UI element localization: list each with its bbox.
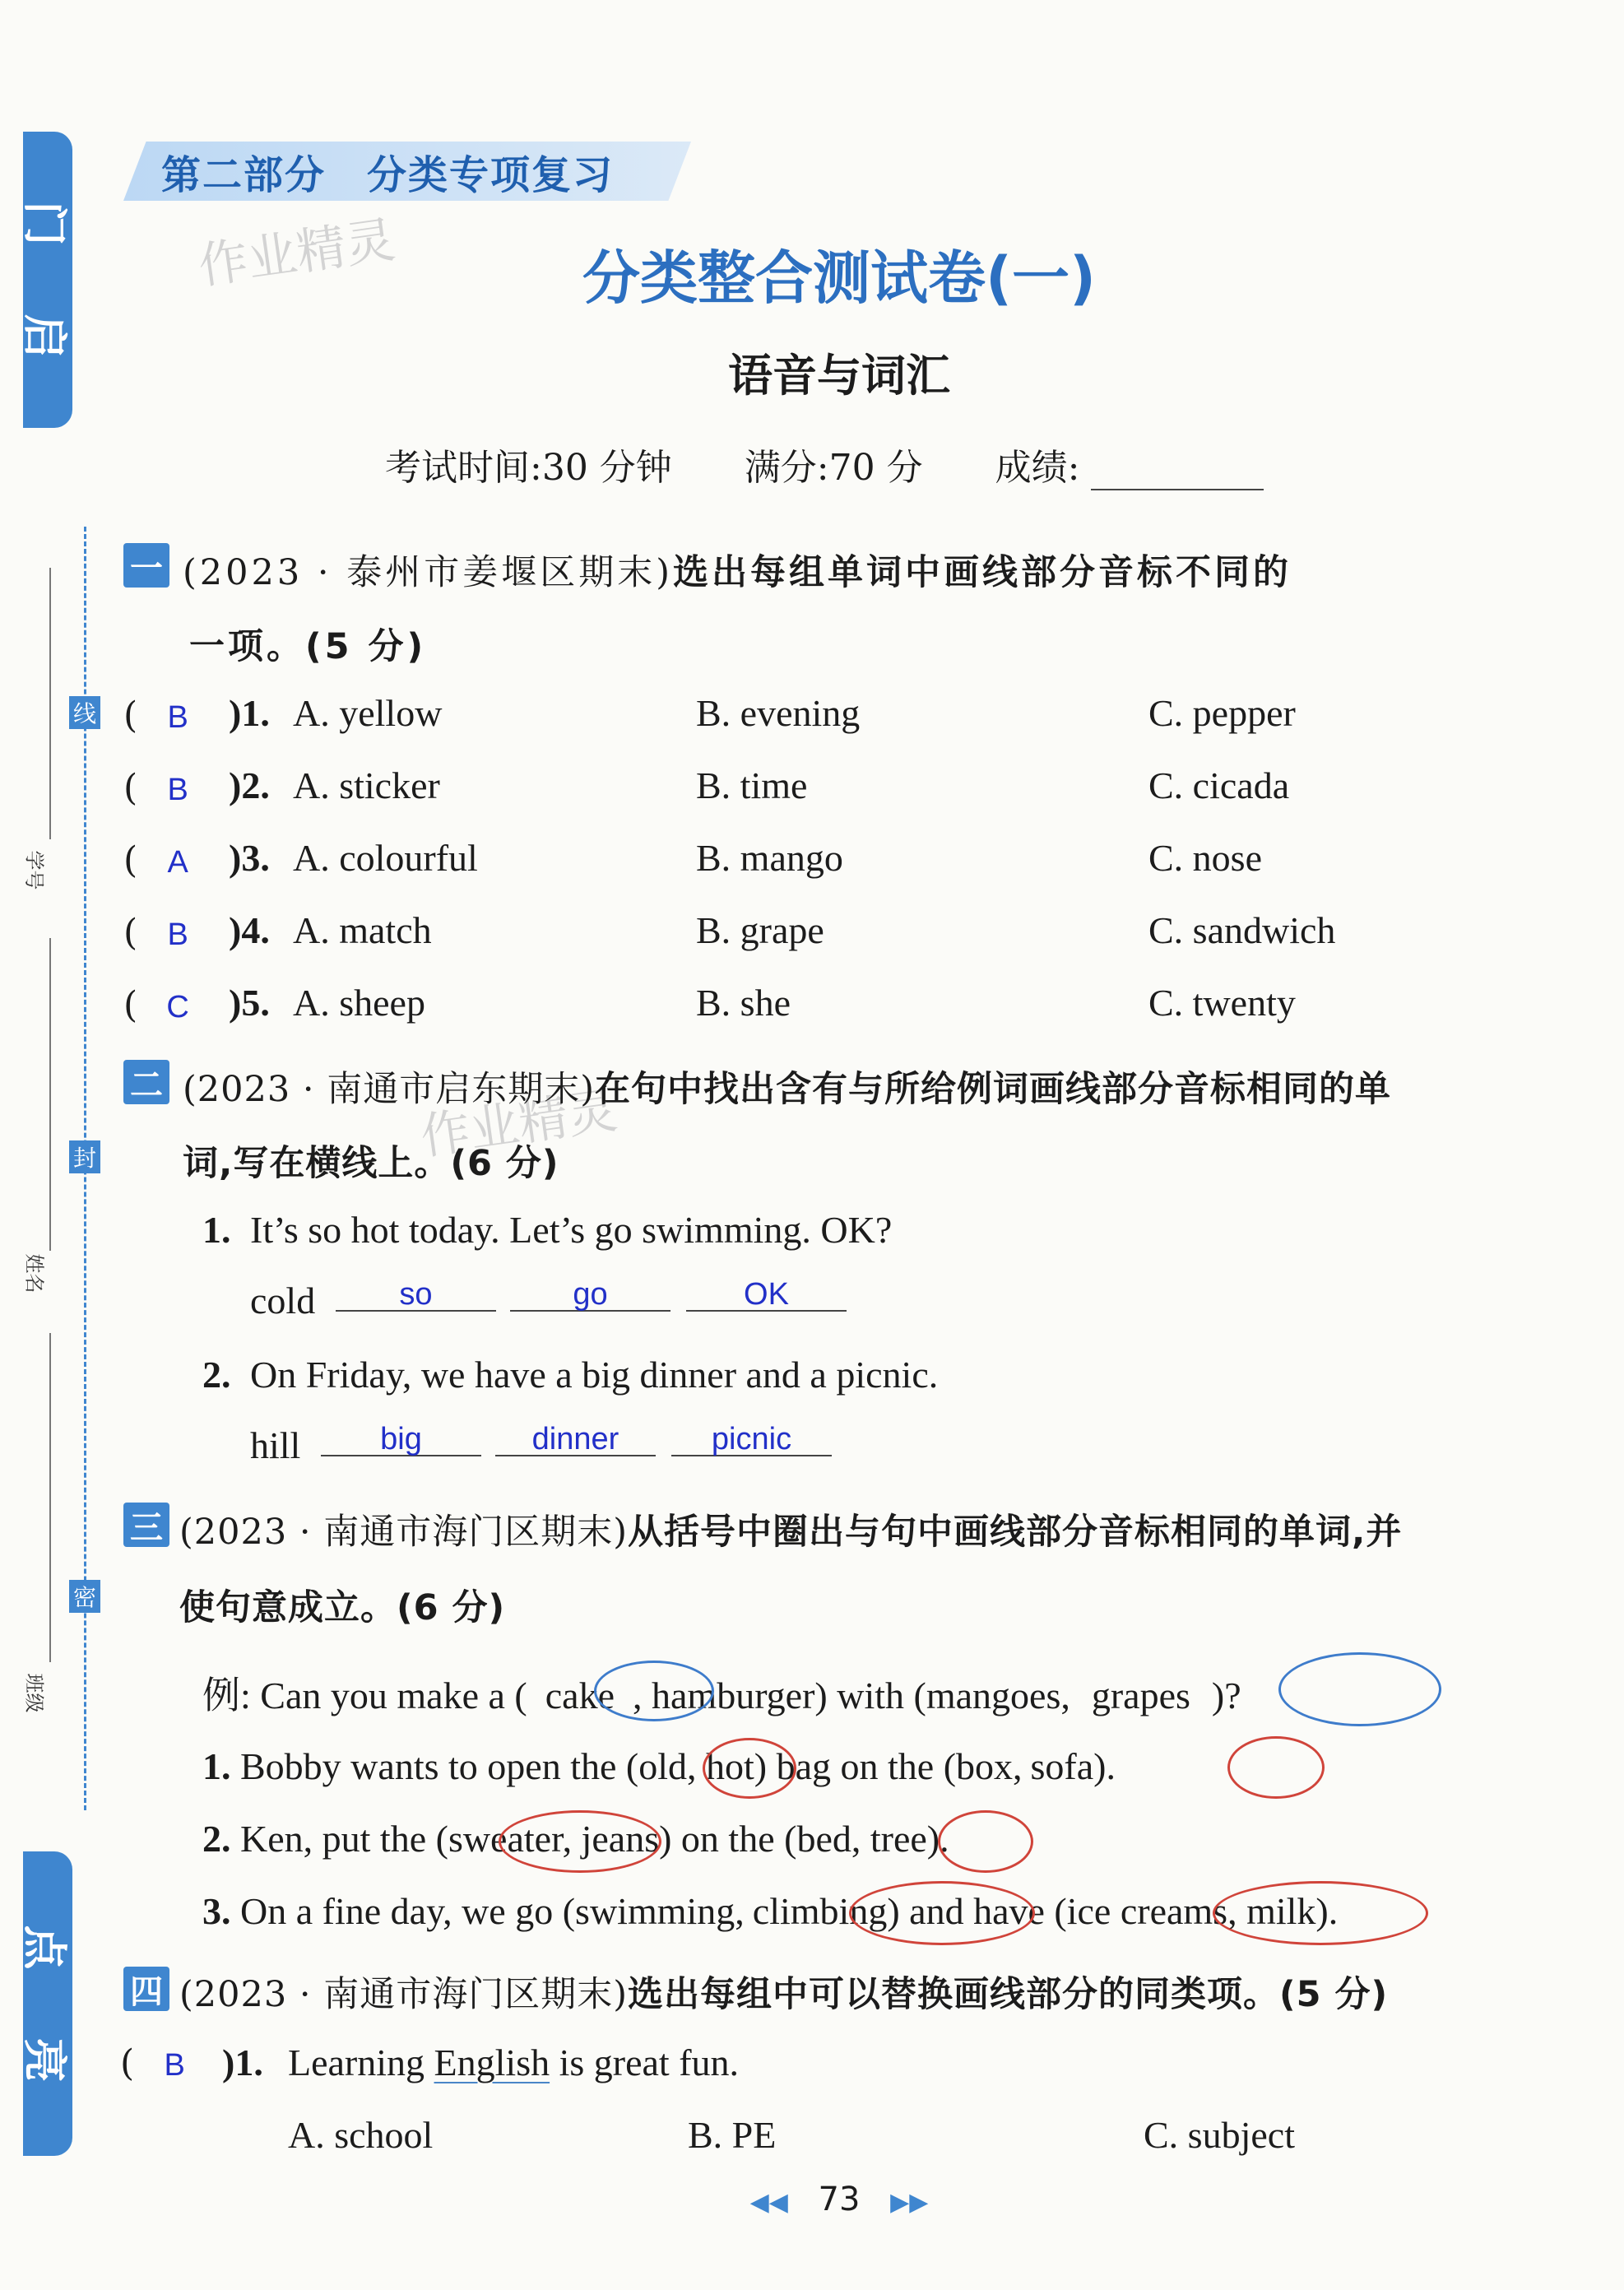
s1-q3-num: )3.: [229, 837, 270, 879]
s2-q1-sentence: It’s so hot today. Let’s go swimming. OK?: [250, 1209, 893, 1251]
side-label-school-no: 学号: [22, 850, 46, 890]
prev-page-arrows[interactable]: ◀◀: [749, 2188, 788, 2217]
section-1-line2: 一项。(5 分): [189, 626, 427, 667]
exam-info: [385, 438, 1264, 490]
s1-q3-option-a: A. colourful: [293, 837, 478, 879]
s4-q1-underlined-word: English: [434, 2041, 550, 2083]
s1-q1-option-b: B. evening: [696, 692, 861, 734]
s1-q4-num: )4.: [229, 909, 270, 951]
page-title: 分类整合测试卷(一): [582, 244, 1096, 312]
side-label-name: 姓名: [22, 1253, 46, 1294]
page-subtitle: 语音与词汇: [728, 350, 950, 402]
side-tab-bottom-char1: 点: [18, 1925, 71, 1970]
s3-example-circled-1[interactable]: cake: [545, 1675, 615, 1716]
s2-q2-example-word: hill: [250, 1424, 301, 1466]
s1-q3-answer[interactable]: A: [167, 845, 188, 880]
cut-mark-xian: 线: [69, 696, 100, 729]
section-4-line1: 选出每组中可以替换画线部分的同类项。(5 分): [628, 1974, 1389, 2015]
s1-q5-option-b: B. she: [696, 982, 791, 1024]
s1-q1-option-a: A. yellow: [293, 692, 443, 734]
s1-q4-answer[interactable]: B: [167, 917, 188, 952]
s3-q1: 1. Bobby wants to open the (old, hot) bag on the (box, sofa).: [202, 1745, 1116, 1787]
s2-q1-blank-1[interactable]: so: [336, 1277, 496, 1312]
section-3-line1: 从括号中圈出与句中画线部分音标相同的单词,并: [628, 1512, 1403, 1553]
section-3-instruction: [179, 1504, 1402, 1554]
s1-q5-paren: ( C: [123, 984, 206, 1026]
section-1-source: (2023 · 泰州市姜堰区期末): [183, 552, 673, 593]
section-2-line1: 在句中找出含有与所给例词画线部分音标相同的单: [595, 1069, 1391, 1110]
s4-q1-answer[interactable]: B: [164, 2048, 185, 2083]
side-tab-top-char2: 启: [18, 314, 71, 359]
watermark-2: 作业精灵: [416, 1081, 621, 1167]
s3-q2: 2. Ken, put the (sweater, jeans) on the (bed, tree).: [202, 1818, 949, 1860]
s3-example-circled-2[interactable]: grapes: [1091, 1675, 1190, 1716]
watermark-1: 作业精灵: [194, 211, 399, 296]
s3-example: 例: Can you make a ( cake , hamburger) with (mangoes, grapes )?: [202, 1675, 1241, 1716]
section-3-badge: 三: [123, 1503, 169, 1547]
s3-q2-circle-2: [938, 1810, 1033, 1873]
side-tab-top-char1: 门: [18, 201, 71, 246]
s3-example-circle-2: [1278, 1652, 1441, 1726]
exam-time: 考试时间:30 分钟: [385, 447, 672, 489]
s1-q4-option-b: B. grape: [696, 909, 824, 951]
s2-q2-num: 2.: [202, 1354, 231, 1396]
side-tab-bottom-char2: 亮: [18, 2037, 71, 2083]
side-line-3: [49, 1333, 51, 1662]
s4-q1-option-b: B. PE: [688, 2114, 777, 2156]
section-1-line1: 选出每组单词中画线部分音标不同的: [673, 552, 1292, 593]
s1-q4-paren: ( B: [123, 912, 206, 954]
s1-q4-option-a: A. match: [293, 909, 432, 951]
s1-q2-option-a: A. sticker: [293, 764, 440, 806]
s2-q2-sentence: On Friday, we have a big dinner and a picnic.: [250, 1354, 939, 1396]
section-3-source: (2023 · 南通市海门区期末): [179, 1512, 628, 1553]
cut-mark-mi: 密: [69, 1580, 100, 1613]
s1-q2-num: )2.: [229, 764, 270, 806]
score-blank[interactable]: [1091, 453, 1264, 490]
s1-q5-answer[interactable]: C: [166, 990, 189, 1024]
s1-q1-option-c: C. pepper: [1148, 692, 1296, 734]
s1-q1-num: )1.: [229, 692, 270, 734]
s1-q2-answer[interactable]: B: [167, 773, 188, 807]
s3-q3-circled-1[interactable]: climbing: [752, 1890, 888, 1932]
s3-q2-circled-1[interactable]: sweater: [448, 1818, 563, 1860]
s1-q5-option-c: C. twenty: [1148, 982, 1296, 1024]
s3-q1-circled-1[interactable]: old: [638, 1745, 687, 1787]
s4-q1-num: )1.: [222, 2041, 263, 2083]
s1-q5-option-a: A. sheep: [293, 982, 425, 1024]
cut-mark-feng: 封: [69, 1140, 100, 1173]
s3-q1-circle-2: [1227, 1736, 1325, 1799]
next-page-arrows[interactable]: ▶▶: [890, 2188, 929, 2217]
s2-q1-blank-3[interactable]: OK: [686, 1277, 847, 1312]
section-3-line2: 使句意成立。(6 分): [179, 1587, 506, 1628]
s1-q3-option-c: C. nose: [1148, 837, 1262, 879]
side-line-2: [49, 938, 51, 1251]
section-1-instruction: [183, 545, 1292, 595]
s2-q1-blank-2[interactable]: go: [510, 1277, 670, 1312]
s1-q3-paren: ( A: [123, 839, 206, 881]
s1-q4-option-c: C. sandwich: [1148, 909, 1336, 951]
page-footer: [0, 2181, 1624, 2218]
s1-q5-num: )5.: [229, 982, 270, 1024]
side-line-1: [49, 568, 51, 839]
s4-q1-sentence: Learning English is great fun.: [288, 2041, 740, 2083]
section-2-instruction: [183, 1061, 1391, 1112]
s3-q3-circled-2[interactable]: ice creams: [1066, 1890, 1228, 1932]
s4-q1-paren: ( B: [120, 2042, 203, 2084]
side-tab-bottom: [18, 1851, 72, 2156]
s4-q1-option-a: A. school: [288, 2114, 434, 2156]
s1-q1-answer[interactable]: B: [167, 700, 188, 735]
s2-q1-example-word: cold: [250, 1280, 316, 1322]
s2-q2-blank-2[interactable]: dinner: [495, 1422, 656, 1456]
s4-q1-option-c: C. subject: [1144, 2114, 1295, 2156]
section-2-badge: 二: [123, 1060, 169, 1104]
s1-q2-option-c: C. cicada: [1148, 764, 1290, 806]
score-label: 成绩:: [995, 447, 1080, 489]
s1-q1-paren: ( B: [123, 694, 206, 736]
section-2-line2: 词,写在横线上。(6 分): [183, 1143, 559, 1184]
s2-q2-blank-1[interactable]: big: [321, 1422, 481, 1456]
s2-q2-blank-3[interactable]: picnic: [671, 1422, 832, 1456]
section-2-source: (2023 · 南通市启东期末): [183, 1069, 595, 1110]
section-4-badge: 四: [123, 1967, 169, 2011]
s1-q2-option-b: B. time: [696, 764, 808, 806]
s3-q2-circled-2[interactable]: bed: [796, 1818, 851, 1860]
s2-q1-num: 1.: [202, 1209, 231, 1251]
side-label-class: 班级: [22, 1673, 46, 1713]
banner-text: 第二部分 分类专项复习: [161, 152, 615, 198]
section-1-badge: 一: [123, 543, 169, 588]
section-4-source: (2023 · 南通市海门区期末): [179, 1974, 628, 2015]
section-4-instruction: [179, 1967, 1388, 2017]
s1-q3-option-b: B. mango: [696, 837, 843, 879]
s1-q2-paren: ( B: [123, 767, 206, 809]
s3-q3: 3. On a fine day, we go (swimming, climbing) and have (ice creams, milk).: [202, 1890, 1339, 1932]
page-number: 73: [818, 2181, 861, 2218]
s3-q1-circled-2[interactable]: sofa: [1030, 1745, 1094, 1787]
full-score: 满分:70 分: [744, 447, 923, 489]
